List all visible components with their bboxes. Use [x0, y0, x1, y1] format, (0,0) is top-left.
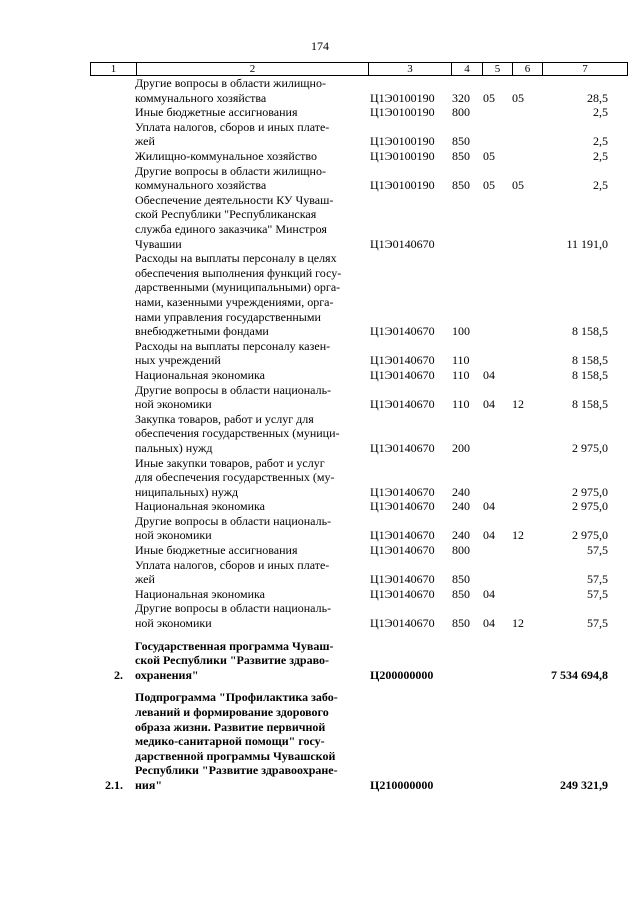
header-col-1: 1	[110, 63, 117, 75]
target-article-code: Ц1Э0140670	[370, 367, 435, 382]
table-row	[0, 456, 640, 500]
amount: 2,5	[593, 148, 608, 163]
subsection-code: 05	[512, 178, 524, 193]
row-description	[135, 149, 362, 164]
amount: 2,5	[593, 105, 608, 120]
expense-type-code: 800	[452, 543, 470, 558]
amount: 2 975,0	[572, 484, 608, 499]
amount: 8 158,5	[572, 367, 608, 382]
table-row	[0, 558, 640, 587]
row-description	[135, 456, 362, 500]
row-description	[135, 120, 362, 149]
row-description	[135, 76, 362, 105]
table-row	[0, 601, 640, 630]
header-col-6: 6	[512, 63, 542, 75]
table-header	[90, 62, 628, 76]
section-number: 2.	[114, 667, 123, 682]
target-article-code: Ц1Э0100190	[370, 105, 435, 120]
section-title-line: Республики "Развитие здравоохране-	[135, 763, 338, 778]
description-line: ской Республики "Республиканская	[135, 207, 317, 222]
expense-type-code: 850	[452, 178, 470, 193]
target-article-code: Ц1Э0140670	[370, 528, 435, 543]
table-row	[0, 149, 640, 164]
description-line: Чувашии	[135, 236, 182, 251]
description-line: ной экономики	[135, 616, 212, 631]
description-line: Закупка товаров, работ и услуг для	[135, 411, 314, 426]
header-col-2: 2	[136, 63, 368, 75]
description-line: Уплата налогов, сборов и иных плате-	[135, 557, 330, 572]
row-description	[135, 499, 362, 514]
section-amount: 249 321,9	[560, 778, 608, 793]
target-article-code: Ц1Э0140670	[370, 236, 435, 251]
description-line: жей	[135, 572, 155, 587]
row-description	[135, 164, 362, 193]
table-row	[0, 339, 640, 368]
description-line: для обеспечения государственных (му-	[135, 470, 335, 485]
section-code: 04	[483, 586, 495, 601]
row-description	[135, 193, 362, 251]
row-description	[135, 251, 362, 339]
section-title-line: Подпрограмма "Профилактика забо-	[135, 690, 338, 705]
section-gap	[0, 682, 640, 690]
amount: 57,5	[587, 586, 608, 601]
expense-type-code: 850	[452, 134, 470, 149]
amount: 2,5	[593, 134, 608, 149]
target-article-code: Ц1Э0140670	[370, 484, 435, 499]
section-code: 05	[483, 90, 495, 105]
section-amount: 7 534 694,8	[551, 667, 608, 682]
description-line: Расходы на выплаты персоналу в целях	[135, 251, 337, 266]
amount: 8 158,5	[572, 353, 608, 368]
table-row	[0, 164, 640, 193]
amount: 57,5	[587, 543, 608, 558]
description-line: нами управления государственными	[135, 309, 321, 324]
description-line: жей	[135, 134, 155, 149]
amount: 28,5	[587, 90, 608, 105]
amount: 2 975,0	[572, 499, 608, 514]
table-body	[0, 76, 640, 793]
section-code: 04	[483, 367, 495, 382]
target-article-code: Ц1Э0100190	[370, 134, 435, 149]
row-description	[135, 514, 362, 543]
section-row	[0, 639, 640, 683]
description-line: обеспечения государственных (муници-	[135, 426, 340, 441]
description-line: коммунального хозяйства	[135, 178, 267, 193]
section-title-line: дарственной программы Чувашской	[135, 748, 336, 763]
description-line: нами, казенными учреждениями, орга-	[135, 294, 334, 309]
target-article-code: Ц1Э0140670	[370, 499, 435, 514]
section-code-value: Ц200000000	[370, 667, 434, 682]
description-line: ной экономики	[135, 397, 212, 412]
description-line: внебюджетными фондами	[135, 324, 269, 339]
table-row	[0, 193, 640, 251]
section-title-line: леваний и формирование здорового	[135, 705, 329, 720]
description-line: ных учреждений	[135, 353, 221, 368]
expense-type-code: 850	[452, 148, 470, 163]
description-line: Расходы на выплаты персоналу казен-	[135, 338, 331, 353]
description-line: Иные бюджетные ассигнования	[135, 105, 298, 120]
section-code-value: Ц210000000	[370, 778, 434, 793]
row-description	[135, 558, 362, 587]
table-row	[0, 412, 640, 456]
section-code: 04	[483, 499, 495, 514]
header-col-7: 7	[542, 63, 627, 75]
expense-type-code: 320	[452, 90, 470, 105]
description-line: Другие вопросы в области националь-	[135, 513, 332, 528]
target-article-code: Ц1Э0100190	[370, 90, 435, 105]
amount: 2 975,0	[572, 440, 608, 455]
table-row	[0, 499, 640, 514]
section-title-line: Государственная программа Чуваш-	[135, 638, 334, 653]
table-row	[0, 543, 640, 558]
section-code: 04	[483, 397, 495, 412]
description-line: дарственными (муниципальными) орга-	[135, 280, 341, 295]
subsection-code: 12	[512, 528, 524, 543]
expense-type-code: 240	[452, 484, 470, 499]
row-description	[135, 587, 362, 602]
target-article-code: Ц1Э0140670	[370, 353, 435, 368]
description-line: коммунального хозяйства	[135, 90, 267, 105]
row-description	[135, 543, 362, 558]
target-article-code: Ц1Э0140670	[370, 616, 435, 631]
amount: 2 975,0	[572, 528, 608, 543]
description-line: Национальная экономика	[135, 586, 265, 601]
section-title-line: ской Республики "Развитие здраво-	[135, 653, 329, 668]
section-title	[135, 690, 362, 792]
amount: 57,5	[587, 616, 608, 631]
table-row	[0, 76, 640, 105]
row-description	[135, 412, 362, 456]
description-line: Иные закупки товаров, работ и услуг	[135, 455, 325, 470]
table-row	[0, 251, 640, 339]
section-title-line: ния"	[135, 778, 162, 793]
description-line: служба единого заказчика" Минстроя	[135, 221, 327, 236]
section-title	[135, 639, 362, 683]
amount: 2,5	[593, 178, 608, 193]
row-description	[135, 601, 362, 630]
table-row	[0, 368, 640, 383]
section-gap	[0, 631, 640, 639]
description-line: Национальная экономика	[135, 367, 265, 382]
expense-type-code: 240	[452, 499, 470, 514]
description-line: Другие вопросы в области националь-	[135, 382, 332, 397]
description-line: Жилищно-коммунальное хозяйство	[135, 148, 318, 163]
expense-type-code: 850	[452, 616, 470, 631]
row-description	[135, 383, 362, 412]
expense-type-code: 850	[452, 586, 470, 601]
section-code: 04	[483, 528, 495, 543]
description-line: ниципальных) нужд	[135, 484, 239, 499]
row-description	[135, 368, 362, 383]
subsection-code: 12	[512, 616, 524, 631]
expense-type-code: 240	[452, 528, 470, 543]
description-line: Уплата налогов, сборов и иных плате-	[135, 119, 330, 134]
description-line: ной экономики	[135, 528, 212, 543]
table-row	[0, 105, 640, 120]
expense-type-code: 110	[452, 397, 470, 412]
row-description	[135, 339, 362, 368]
amount: 57,5	[587, 572, 608, 587]
section-code: 05	[483, 148, 495, 163]
amount: 11 191,0	[566, 236, 608, 251]
target-article-code: Ц1Э0140670	[370, 440, 435, 455]
section-title-line: медико-санитарной помощи" госу-	[135, 734, 325, 749]
description-line: Национальная экономика	[135, 499, 265, 514]
expense-type-code: 110	[452, 367, 470, 382]
section-title-line: охранения"	[135, 667, 199, 682]
description-line: Другие вопросы в области националь-	[135, 601, 332, 616]
target-article-code: Ц1Э0140670	[370, 572, 435, 587]
section-title-line: образа жизни. Развитие первичной	[135, 719, 326, 734]
description-line: обеспечения выполнения функций госу-	[135, 265, 342, 280]
target-article-code: Ц1Э0100190	[370, 178, 435, 193]
expense-type-code: 100	[452, 324, 470, 339]
target-article-code: Ц1Э0100190	[370, 148, 435, 163]
page-number: 174	[311, 39, 329, 53]
target-article-code: Ц1Э0140670	[370, 543, 435, 558]
description-line: пальных) нужд	[135, 440, 213, 455]
table-row	[0, 383, 640, 412]
amount: 8 158,5	[572, 397, 608, 412]
description-line: Обеспечение деятельности КУ Чуваш-	[135, 192, 334, 207]
expense-type-code: 200	[452, 440, 470, 455]
section-code: 05	[483, 178, 495, 193]
description-line: Другие вопросы в области жилищно-	[135, 163, 326, 178]
row-description	[135, 105, 362, 120]
description-line: Другие вопросы в области жилищно-	[135, 76, 326, 90]
table-row	[0, 587, 640, 602]
target-article-code: Ц1Э0140670	[370, 324, 435, 339]
section-number: 2.1.	[105, 778, 123, 793]
amount: 8 158,5	[572, 324, 608, 339]
table-row	[0, 120, 640, 149]
header-col-3: 3	[368, 63, 451, 75]
section-code: 04	[483, 616, 495, 631]
table-row	[0, 514, 640, 543]
description-line: Иные бюджетные ассигнования	[135, 543, 298, 558]
subsection-code: 12	[512, 397, 524, 412]
expense-type-code: 800	[452, 105, 470, 120]
target-article-code: Ц1Э0140670	[370, 586, 435, 601]
section-row	[0, 690, 640, 792]
header-col-5: 5	[482, 63, 512, 75]
expense-type-code: 850	[452, 572, 470, 587]
expense-type-code: 110	[452, 353, 470, 368]
target-article-code: Ц1Э0140670	[370, 397, 435, 412]
subsection-code: 05	[512, 90, 524, 105]
header-col-4: 4	[451, 63, 482, 75]
